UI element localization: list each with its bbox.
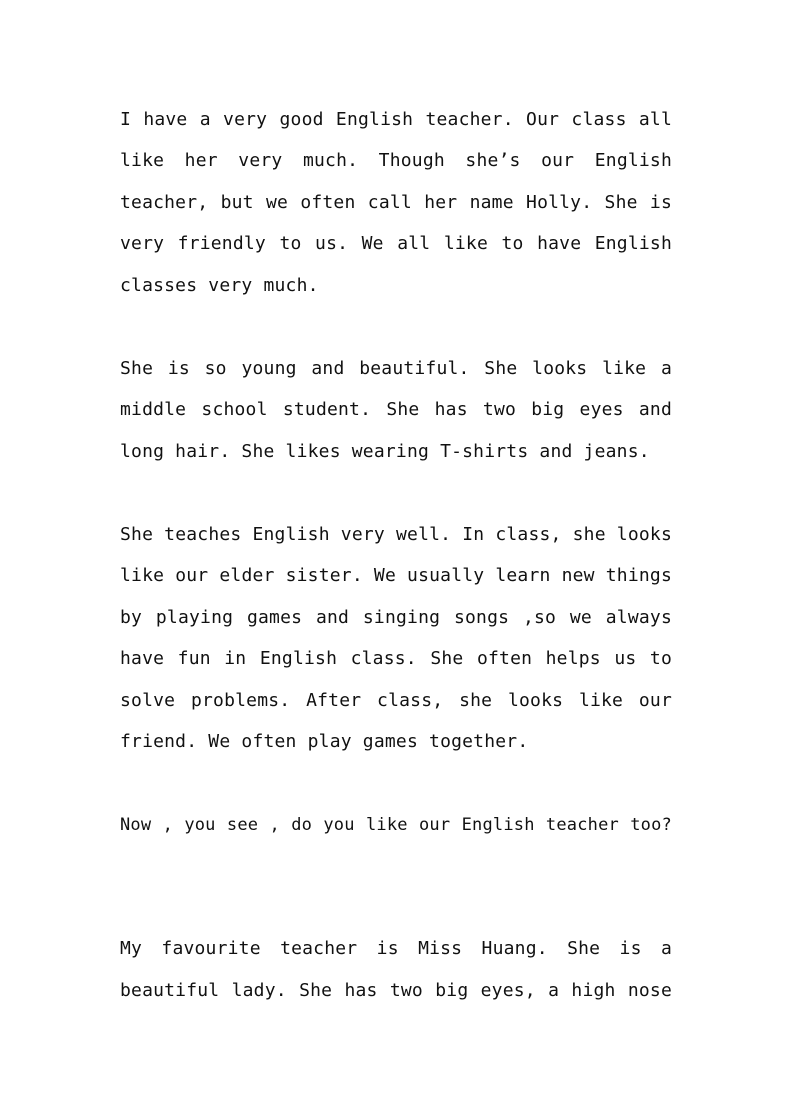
text-line: She teaches English very well. In class, she looks (120, 524, 672, 545)
text-line: She is so young and beautiful. She looks like a (120, 358, 672, 379)
text-line: teacher, but we often call her name Holly. She is (120, 192, 672, 213)
text-line: middle school student. She has two big eyes and (120, 399, 672, 420)
text-line: I have a very good English teacher. Our class all (120, 109, 672, 130)
text-line: Now , you see , do you like our English teacher too? (120, 815, 672, 835)
text-line: classes very much. (120, 275, 319, 296)
text-line: like our elder sister. We usually learn new things (120, 565, 672, 586)
text-line: have fun in English class. She often helps us to (120, 648, 672, 669)
text-line: beautiful lady. She has two big eyes, a high nose (120, 980, 672, 1001)
text-line: friend. We often play games together. (120, 731, 529, 752)
text-line: like her very much. Though she’s our English (120, 150, 672, 171)
text-line: long hair. She likes wearing T-shirts and jeans. (120, 441, 650, 462)
text-line: solve problems. After class, she looks like our (120, 690, 672, 711)
text-line: My favourite teacher is Miss Huang. She is a (120, 938, 672, 959)
text-line: by playing games and singing songs ,so we always (120, 607, 672, 628)
text-line: very friendly to us. We all like to have English (120, 233, 672, 254)
